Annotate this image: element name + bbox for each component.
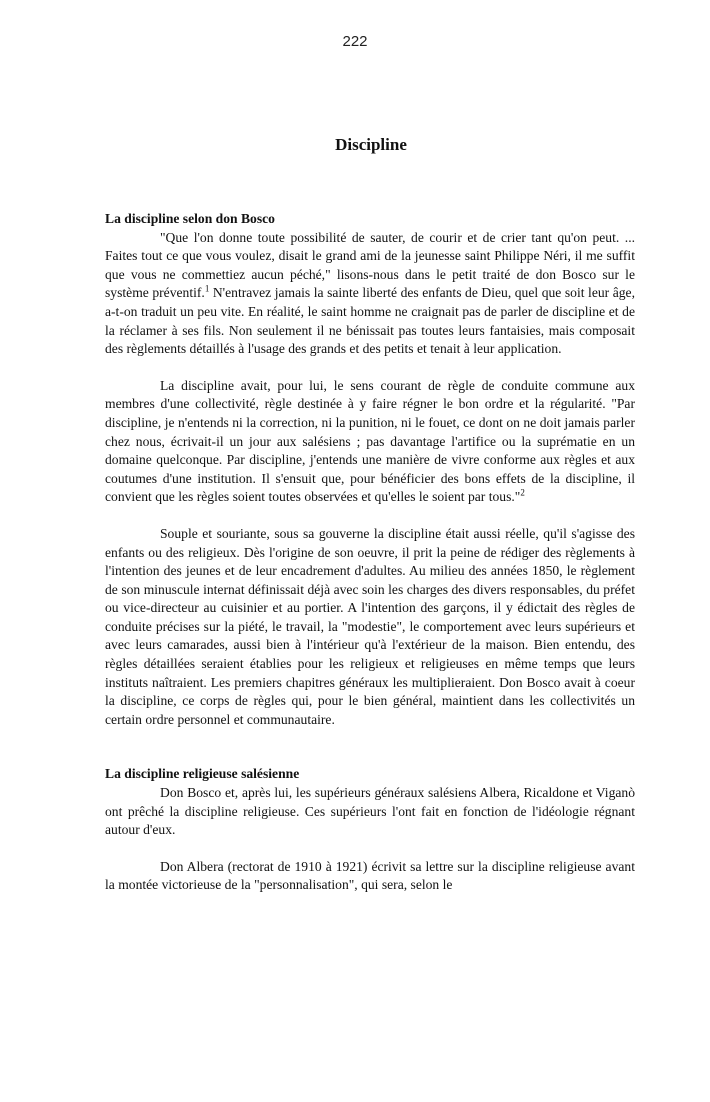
paragraph-gap [105,359,635,377]
paragraph-3: Souple et souriante, sous sa gouverne la discipline était aussi réelle, qu'il s'agisse des enfants ou des religieux. Dès l'origine de son oeuvre, il prit la peine de rédiger des règlements à l'intention des jeunes et de leur encadrement d'adultes. Au milieu des années 1850, le règlement de son minuscule internat définissait déjà avec soin les charges des divers responsables, du préfet ou vice-directeur au cuisinier et au portier. A l'intention des garçons, il y édictait des règles de conduite précises sur la piété, le travail, la "modestie", le comportement avec leurs supérieurs et avec leurs camarades, aussi bien à l'intérieur qu'à l'extérieur de la maison. Bien entendu, des règles détaillées seraient établies pour les religieux et religieuses en même temps que leurs instituts naîtraient. Les premiers chapitres généraux les multiplieraient. Don Bosco avait à coeur la discipline, ce corps de règles qui, pour le bien général, maintient dans les collectivités un certain ordre personnel et communautaire. [105,525,635,727]
body-text [105,210,635,895]
page-number: 222 [342,33,368,50]
paragraph-1-text-after: N'entravez jamais la sainte liberté des enfants de Dieu, quel que soit leur âge, a-t-on traduit un peu vite. En réalité, le saint homme ne craignait pas de parler de discipline et de la réclamer à ses fils. Non seulement il ne bénissait pas toutes leurs fantaisies, mais composait des règlements détaillés à l'usage des grands et des petits et tenait à leur application. [105,285,635,357]
section-heading-discipline-religieuse: La discipline religieuse salésienne [105,766,300,782]
paragraph-1 [105,229,635,359]
chapter-title: Discipline [335,135,407,154]
paragraph-5: Don Albera (rectorat de 1910 à 1921) écrivit sa lettre sur la discipline religieuse avant la montée victorieuse de la "personnalisation", qui sera, selon le [105,858,635,893]
footnote-ref-1: 1 [204,283,210,294]
paragraph-1-text: "Que l'on donne toute possibilité de sauter, de courir et de crier tant qu'on peut. ... Faites tout ce que vous voulez, disait le grand ami de la jeunesse saint Philippe Néri, il me suffit que vous ne commettiez aucun péché," lisons-nous dans le petit traité de don Bosco sur le système préventif. [105,229,635,301]
paragraph-gap [105,840,635,858]
paragraph-2 [105,377,635,507]
section-heading-discipline-don-bosco: La discipline selon don Bosco [105,211,275,226]
paragraph-4: Don Bosco et, après lui, les supérieurs généraux salésiens Albera, Ricaldone et Viganò ont prêché la discipline religieuse. Ces supérieurs l'ont fait en fonction de l'idéologie régnant autour d'eux. [105,785,635,838]
section-gap [105,729,635,765]
paragraph-gap [105,507,635,525]
footnote-ref-2: 2 [520,487,525,498]
paragraph-2-text: La discipline avait, pour lui, le sens courant de règle de conduite commune aux membres d'une collectivité, règle destinée à y faire régner le bon ordre et la régularité. "Par discipline, je n'entends ni la correction, ni la punition, ni le fouet, ce dont on ne doit jamais parler chez nous, écrivait-il un jour aux salésiens ; pas davantage l'artifice ou la suprématie en un domaine quelconque. Par discipline, j'entends une manière de vivre conforme aux règles et aux coutumes d'une institution. Il s'ensuit que, pour bénéficier des bons effets de la discipline, il convient que les règles soient toutes observées et qu'elles le soient par tous." [105,377,635,505]
